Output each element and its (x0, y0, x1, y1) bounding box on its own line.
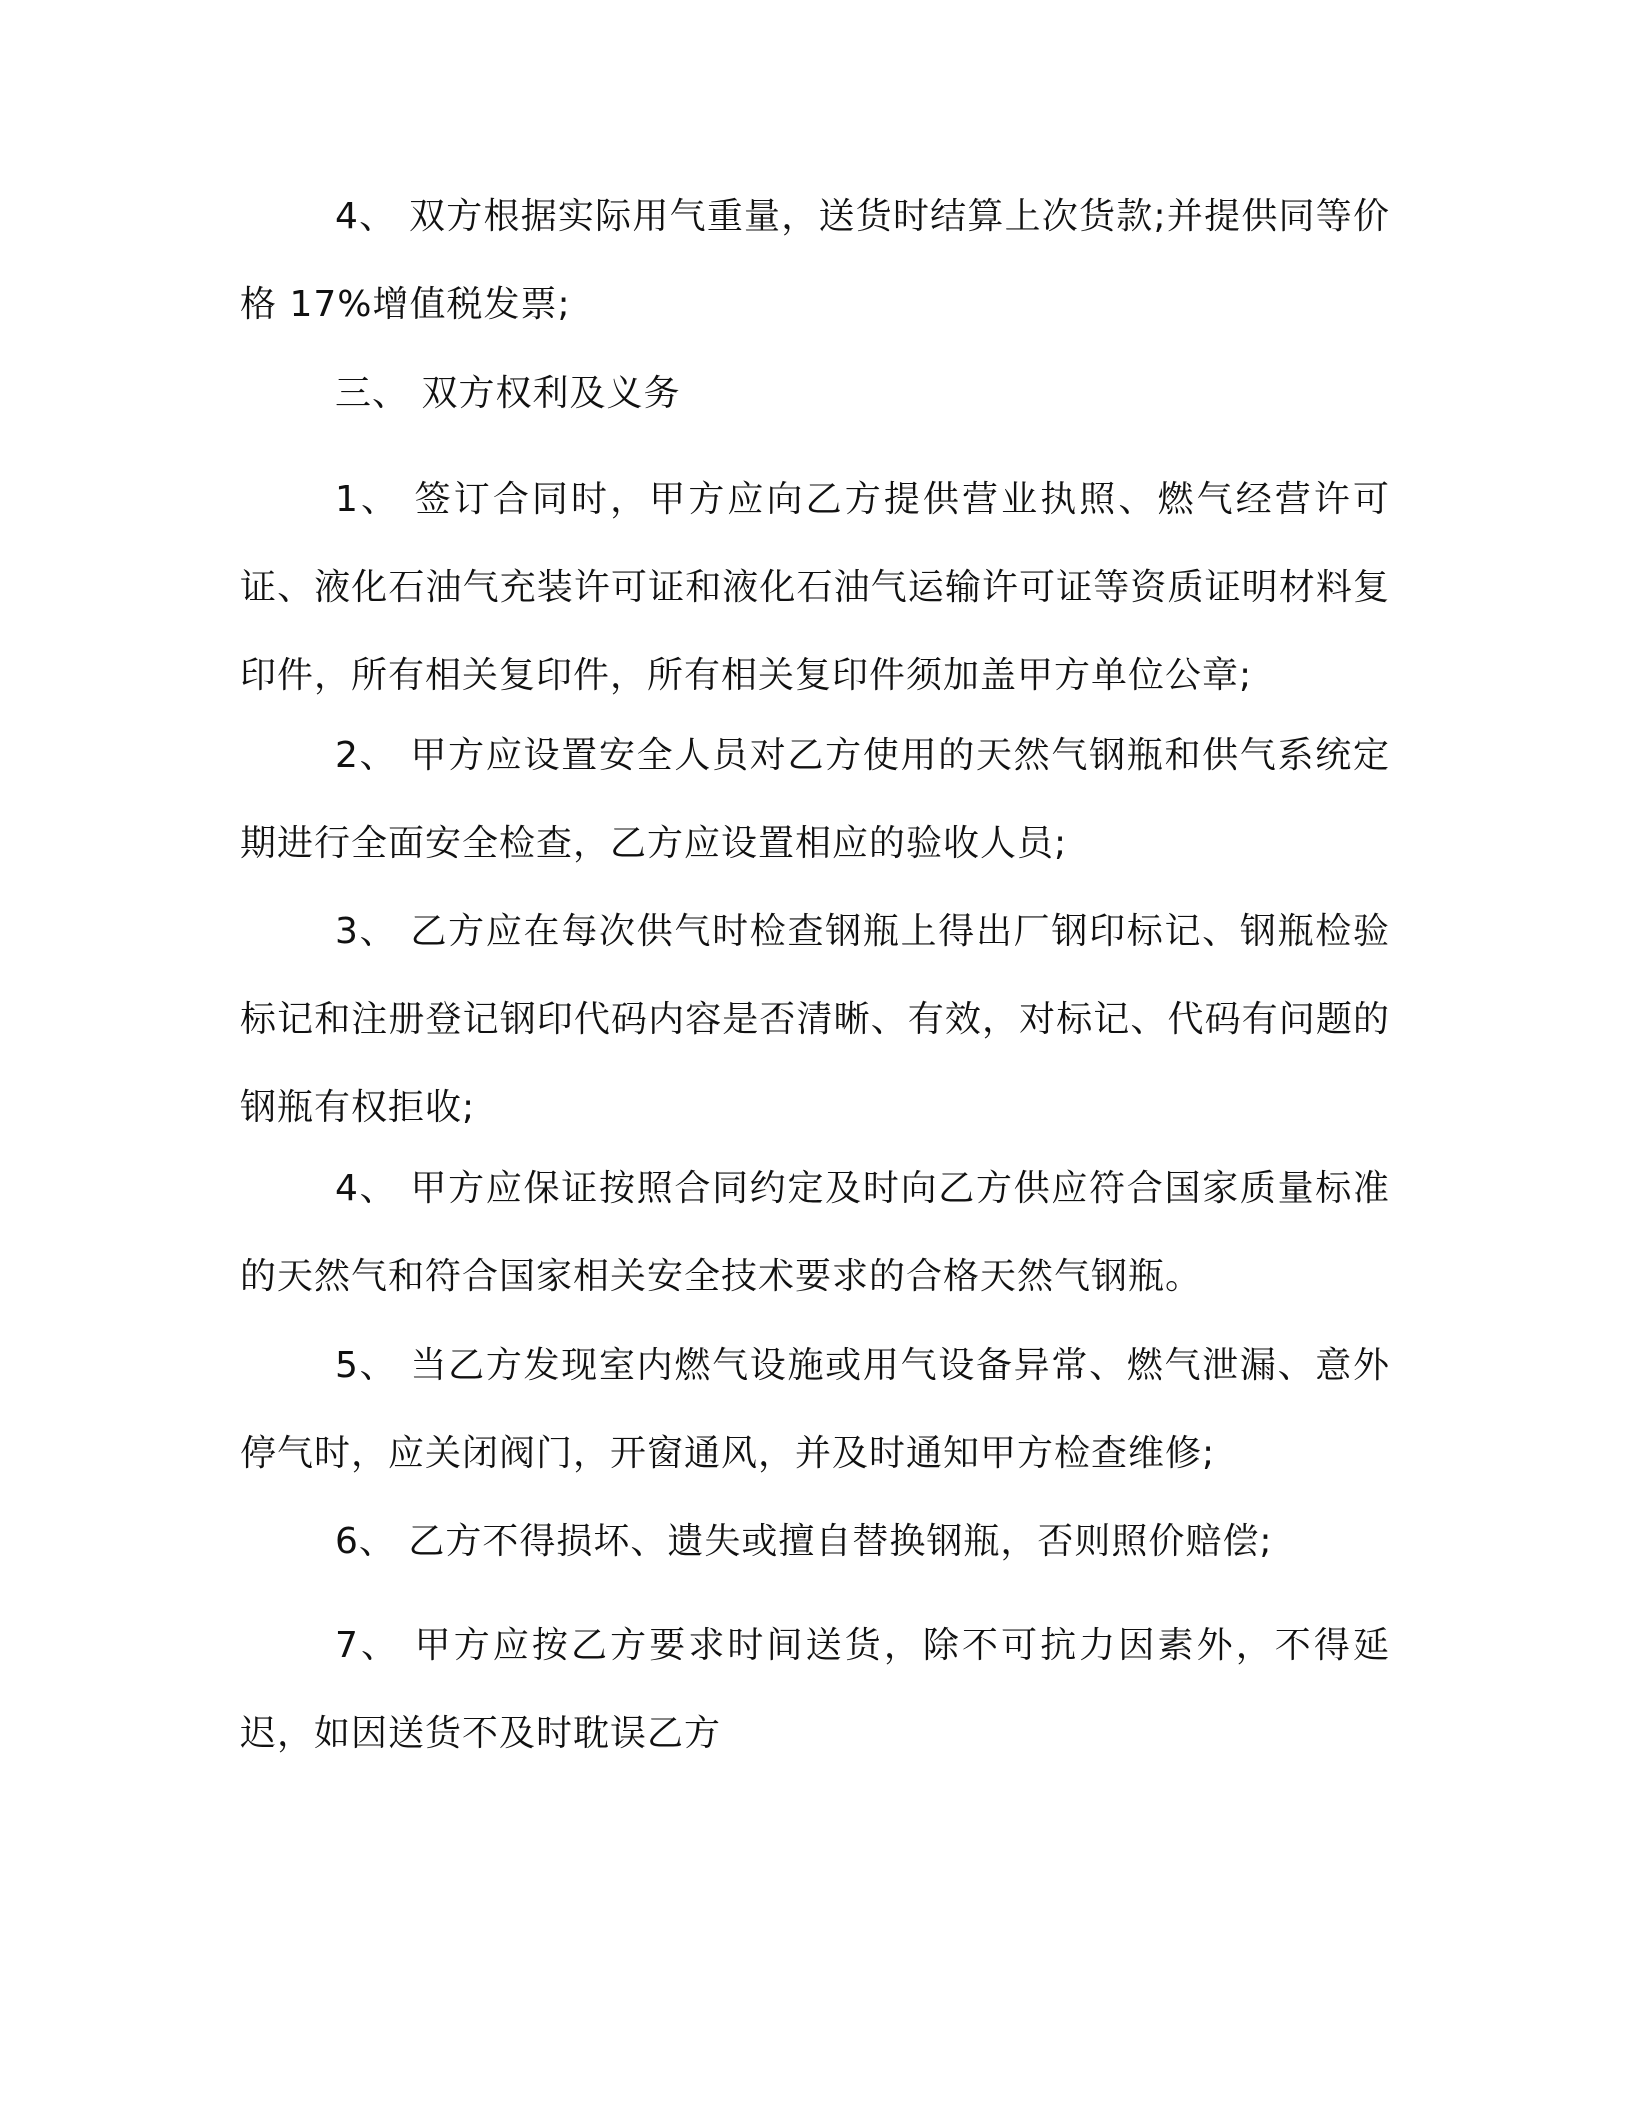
clause-2-safety-inspection: 2、 甲方应设置安全人员对乙方使用的天然气钢瓶和供气系统定期进行全面安全检查，乙方应设置相应的验收人员; (240, 735, 1390, 864)
section-heading-rights-obligations: 三、 双方权利及义务 (335, 373, 681, 414)
clause-3-cylinder-check: 3、 乙方应在每次供气时检查钢瓶上得出厂钢印标记、钢瓶检验标记和注册登记钢印代码内容是否清晰、有效，对标记、代码有问题的钢瓶有权拒收; (240, 911, 1390, 1128)
clause-7-delivery-time: 7、 甲方应按乙方要求时间送货，除不可抗力因素外，不得延迟，如因送货不及时耽误乙方 (240, 1625, 1390, 1754)
clause-4-quality-standard: 4、 甲方应保证按照合同约定及时向乙方供应符合国家质量标准的天然气和符合国家相关安全技术要求的合格天然气钢瓶。 (240, 1168, 1390, 1297)
clause-6-cylinder-damage: 6、 乙方不得损坏、遗失或擅自替换钢瓶，否则照价赔偿; (335, 1521, 1273, 1562)
clause-5-leak-handling: 5、 当乙方发现室内燃气设施或用气设备异常、燃气泄漏、意外停气时，应关闭阀门，开窗通风，并及时通知甲方检查维修; (240, 1345, 1390, 1474)
clause-1-qualification-documents: 1、 签订合同时，甲方应向乙方提供营业执照、燃气经营许可证、液化石油气充装许可证和液化石油气运输许可证等资质证明材料复印件，所有相关复印件，所有相关复印件须加盖甲方单位公章; (240, 479, 1390, 696)
clause-payment-invoice: 4、 双方根据实际用气重量，送货时结算上次货款;并提供同等价格 17%增值税发票; (240, 196, 1390, 325)
